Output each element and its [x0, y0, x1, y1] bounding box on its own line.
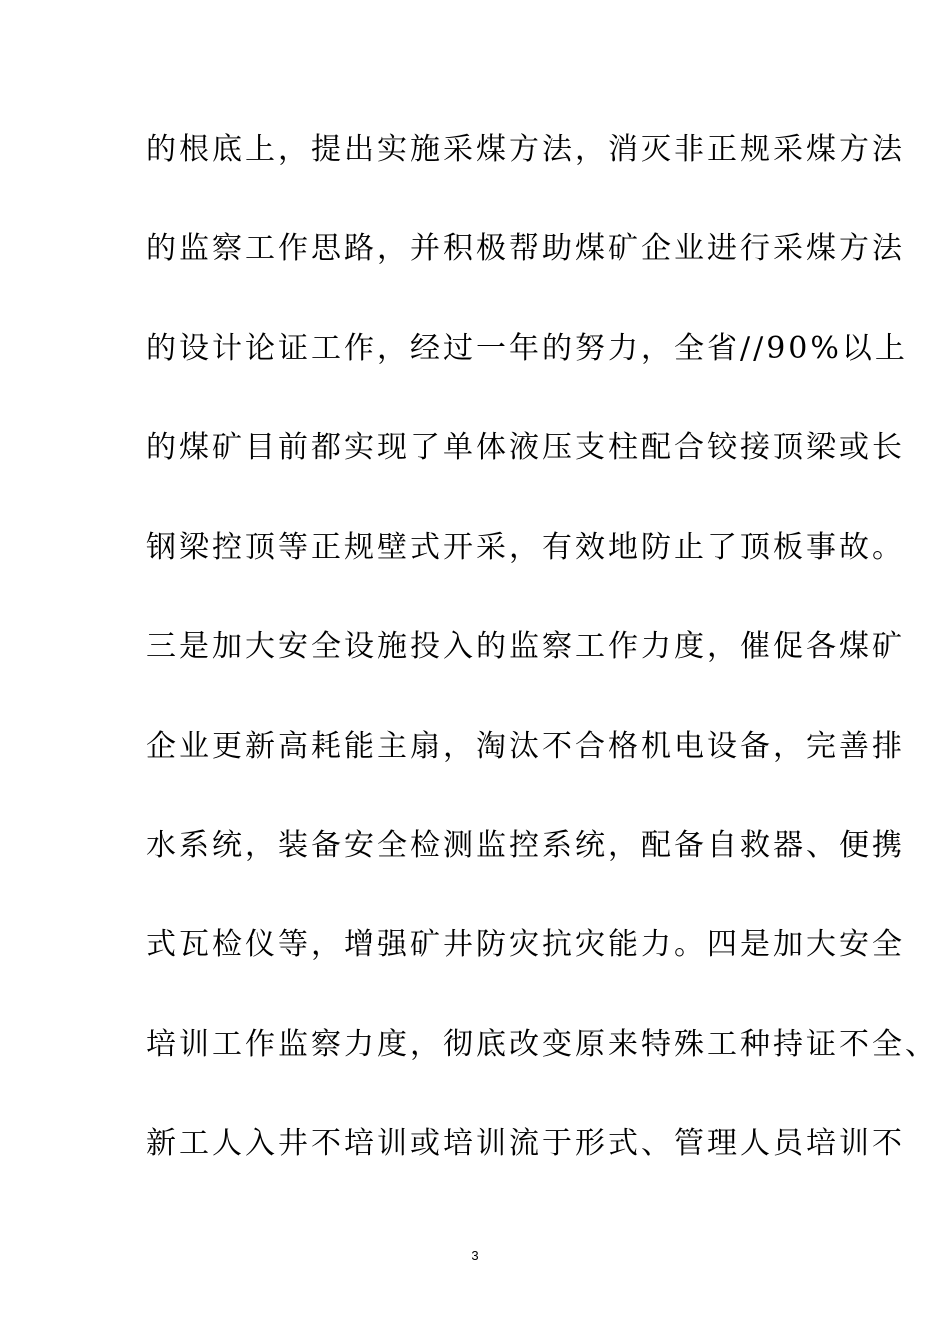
body-text-line: 三是加大安全设施投入的监察工作力度，催促各煤矿	[146, 629, 905, 664]
body-text-line: 的监察工作思路，并积极帮助煤矿企业进行采煤方法	[146, 231, 905, 266]
body-text-line: 水系统，装备安全检测监控系统，配备自救器、便携	[146, 828, 905, 863]
body-text-line: 培训工作监察力度，彻底改变原来特殊工种持证不全、	[146, 1027, 938, 1062]
body-text-line: 的设计论证工作，经过一年的努力，全省//90%以上	[146, 331, 908, 366]
body-text-line: 企业更新高耗能主扇，淘汰不合格机电设备，完善排	[146, 729, 905, 764]
body-text-line: 新工人入井不培训或培训流于形式、管理人员培训不	[146, 1126, 905, 1161]
page-number: 3	[471, 1248, 479, 1263]
body-text-line: 的煤矿目前都实现了单体液压支柱配合铰接顶梁或长	[146, 430, 905, 465]
body-text-line: 式瓦检仪等，增强矿井防灾抗灾能力。四是加大安全	[146, 927, 905, 962]
body-text-line: 钢梁控顶等正规壁式开采，有效地防止了顶板事故。	[146, 530, 905, 565]
body-text-line: 的根底上，提出实施采煤方法，消灭非正规采煤方法	[146, 132, 905, 167]
